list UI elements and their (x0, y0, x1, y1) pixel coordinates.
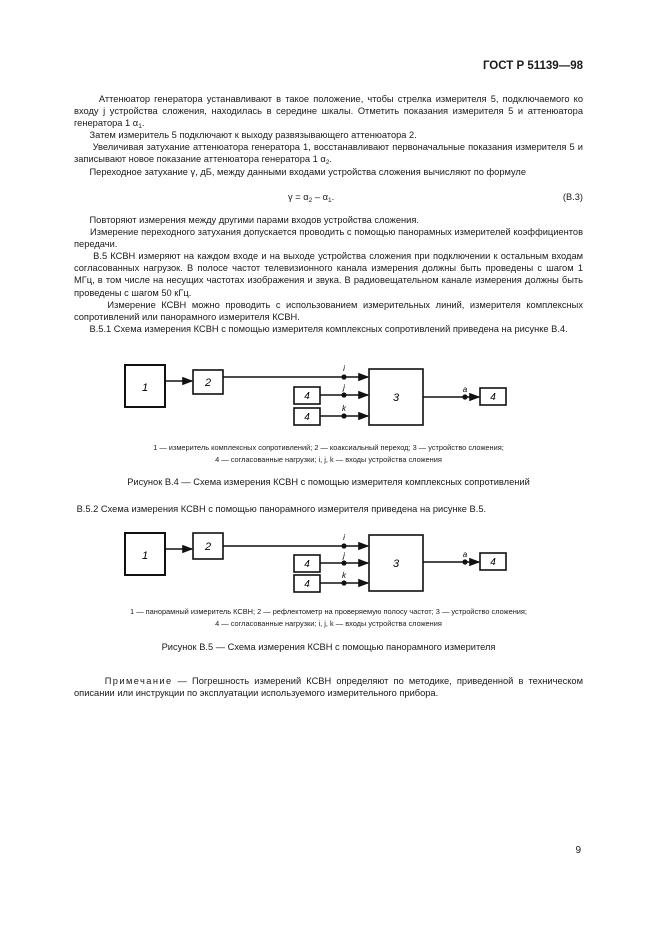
paragraph-b5-vswr: В.5 КСВН измеряют на каждом входе и на выходе устройства сложения при подключении к остальным входам согласованных нагрузок. В полосе частот телевизионного канала измерения должны быть проведены с шагом 1 МГц, в том числе на несущих частотах изображения и звука. В радиовещательном канале измерения должны быть проведены с шагом 50 кГц. (74, 251, 584, 298)
output-a-node (462, 559, 467, 564)
figure-b4-legend-line-2: 4 — согласованные нагрузки; i, j, k — входы устройства сложения (215, 455, 442, 464)
paragraph-crosstalk-formula-intro: Переходное затухание γ, дБ, между данными входами устройства сложения вычисляют по формуле (89, 166, 527, 177)
formula-number: (В.3) (562, 192, 583, 202)
note-text: — Погрешность измерений КСВН определяют по методике, приведенной в техническом описании или инструкции по эксплуатации используемого измерительного прибора. (74, 676, 583, 699)
figure-b5-legend-line-1: 1 — панорамный измеритель КСВН; 2 — рефлектометр на проверяемую полосу частот; 3 — устройство сложения; (130, 607, 527, 616)
body-text-block-2 (74, 214, 583, 335)
paragraph-b51: В.5.1 Схема измерения КСВН с помощью измерителя комплексных сопротивлений приведена на рисунке В.4. (89, 323, 568, 334)
input-i-label: i (343, 533, 345, 542)
body-text-block-1 (74, 93, 583, 178)
load-k-label: 4 (304, 412, 310, 423)
figure-b4-caption: Рисунок В.4 — Схема измерения КСВН с помощью измерителя комплексных сопротивлений (127, 477, 530, 487)
input-k-label: k (342, 404, 346, 413)
block-2-label: 2 (204, 541, 212, 553)
paragraph-connect-meter: Затем измеритель 5 подключают к выходу развязывающего аттенюатора 2. (89, 130, 417, 141)
load-k-label: 4 (304, 579, 310, 590)
input-i-node (341, 543, 346, 548)
paragraph-repeat-measurements: Повторяют измерения между другими парами входов устройства сложения. (89, 215, 419, 225)
paragraph-b52: В.5.2 Схема измерения КСВН с помощью панорамного измерителя приведена на рисунке В.5. (76, 504, 487, 514)
block-3-label: 3 (392, 558, 400, 570)
paragraph-panoramic-allowed: Измерение переходного затухания допускается проводить с помощью панорамных измерителей коэффициентов передачи. (74, 227, 584, 250)
figure-b5-legend-line-2: 4 — согласованные нагрузки; i, j, k — входы устройства сложения (215, 619, 442, 628)
block-1-label: 1 (141, 550, 149, 562)
paragraph-vswr-methods: Измерение КСВН можно проводить с использованием измерительных линий, измерителя комплексных сопротивлений или панорамного измерителя КСВН. (74, 299, 584, 322)
output-a-label: a (462, 385, 468, 394)
figure-b4-legend (74, 442, 583, 466)
input-j-label: j (343, 383, 345, 392)
output-a-node (462, 394, 467, 399)
load-out-label: 4 (490, 557, 496, 568)
input-j-label: j (343, 551, 345, 560)
figure-b4-diagram (0, 355, 661, 435)
page-number: 9 (575, 845, 581, 856)
input-i-node (341, 374, 346, 379)
paragraph-attenuator-setup: Аттенюатор генератора устанавливают в такое положение, чтобы стрелка измерителя 5, подключаемого ко входу j устройства сложения, находилась в середине шкалы. Отметить показания измерителя 5 и аттенюатора генератора 1 $\alpha_1$. (74, 94, 583, 131)
input-k-label: k (342, 571, 346, 580)
input-i-label: i (343, 364, 345, 373)
formula-expression: $\gamma = \alpha_2 - \alpha_1$. (288, 192, 335, 204)
block-1-label: 1 (141, 382, 149, 394)
figure-b4-legend-line-1: 1 — измеритель комплексных сопротивлений; 2 — коаксиальный переход; 3 — устройство сложения; (153, 443, 504, 452)
block-2-label: 2 (204, 377, 212, 389)
input-j-node (341, 560, 346, 565)
load-j-label: 4 (304, 391, 310, 402)
load-j-label: 4 (304, 559, 310, 570)
figure-b5-caption: Рисунок В.5 — Схема измерения КСВН с помощью панорамного измерителя (161, 642, 496, 652)
input-k-node (341, 580, 346, 585)
output-a-label: a (462, 550, 468, 559)
formula-b3 (74, 192, 583, 206)
input-j-node (341, 392, 346, 397)
paragraph-increase-attenuation: Увеличивая затухание аттенюатора генератора 1, восстанавливают первоначальные показания измерителя 5 и записывают новое показание аттенюатора генератора 1 $\alpha_2$. (74, 142, 584, 167)
document-code: ГОСТ Р 51139—98 (482, 60, 583, 72)
figure-b5-diagram (0, 525, 661, 605)
note-label: Примечание (104, 676, 173, 686)
load-out-label: 4 (490, 392, 496, 403)
block-3-label: 3 (392, 392, 400, 404)
note-block (74, 675, 583, 699)
figure-b5-legend (74, 606, 583, 630)
input-k-node (341, 413, 346, 418)
